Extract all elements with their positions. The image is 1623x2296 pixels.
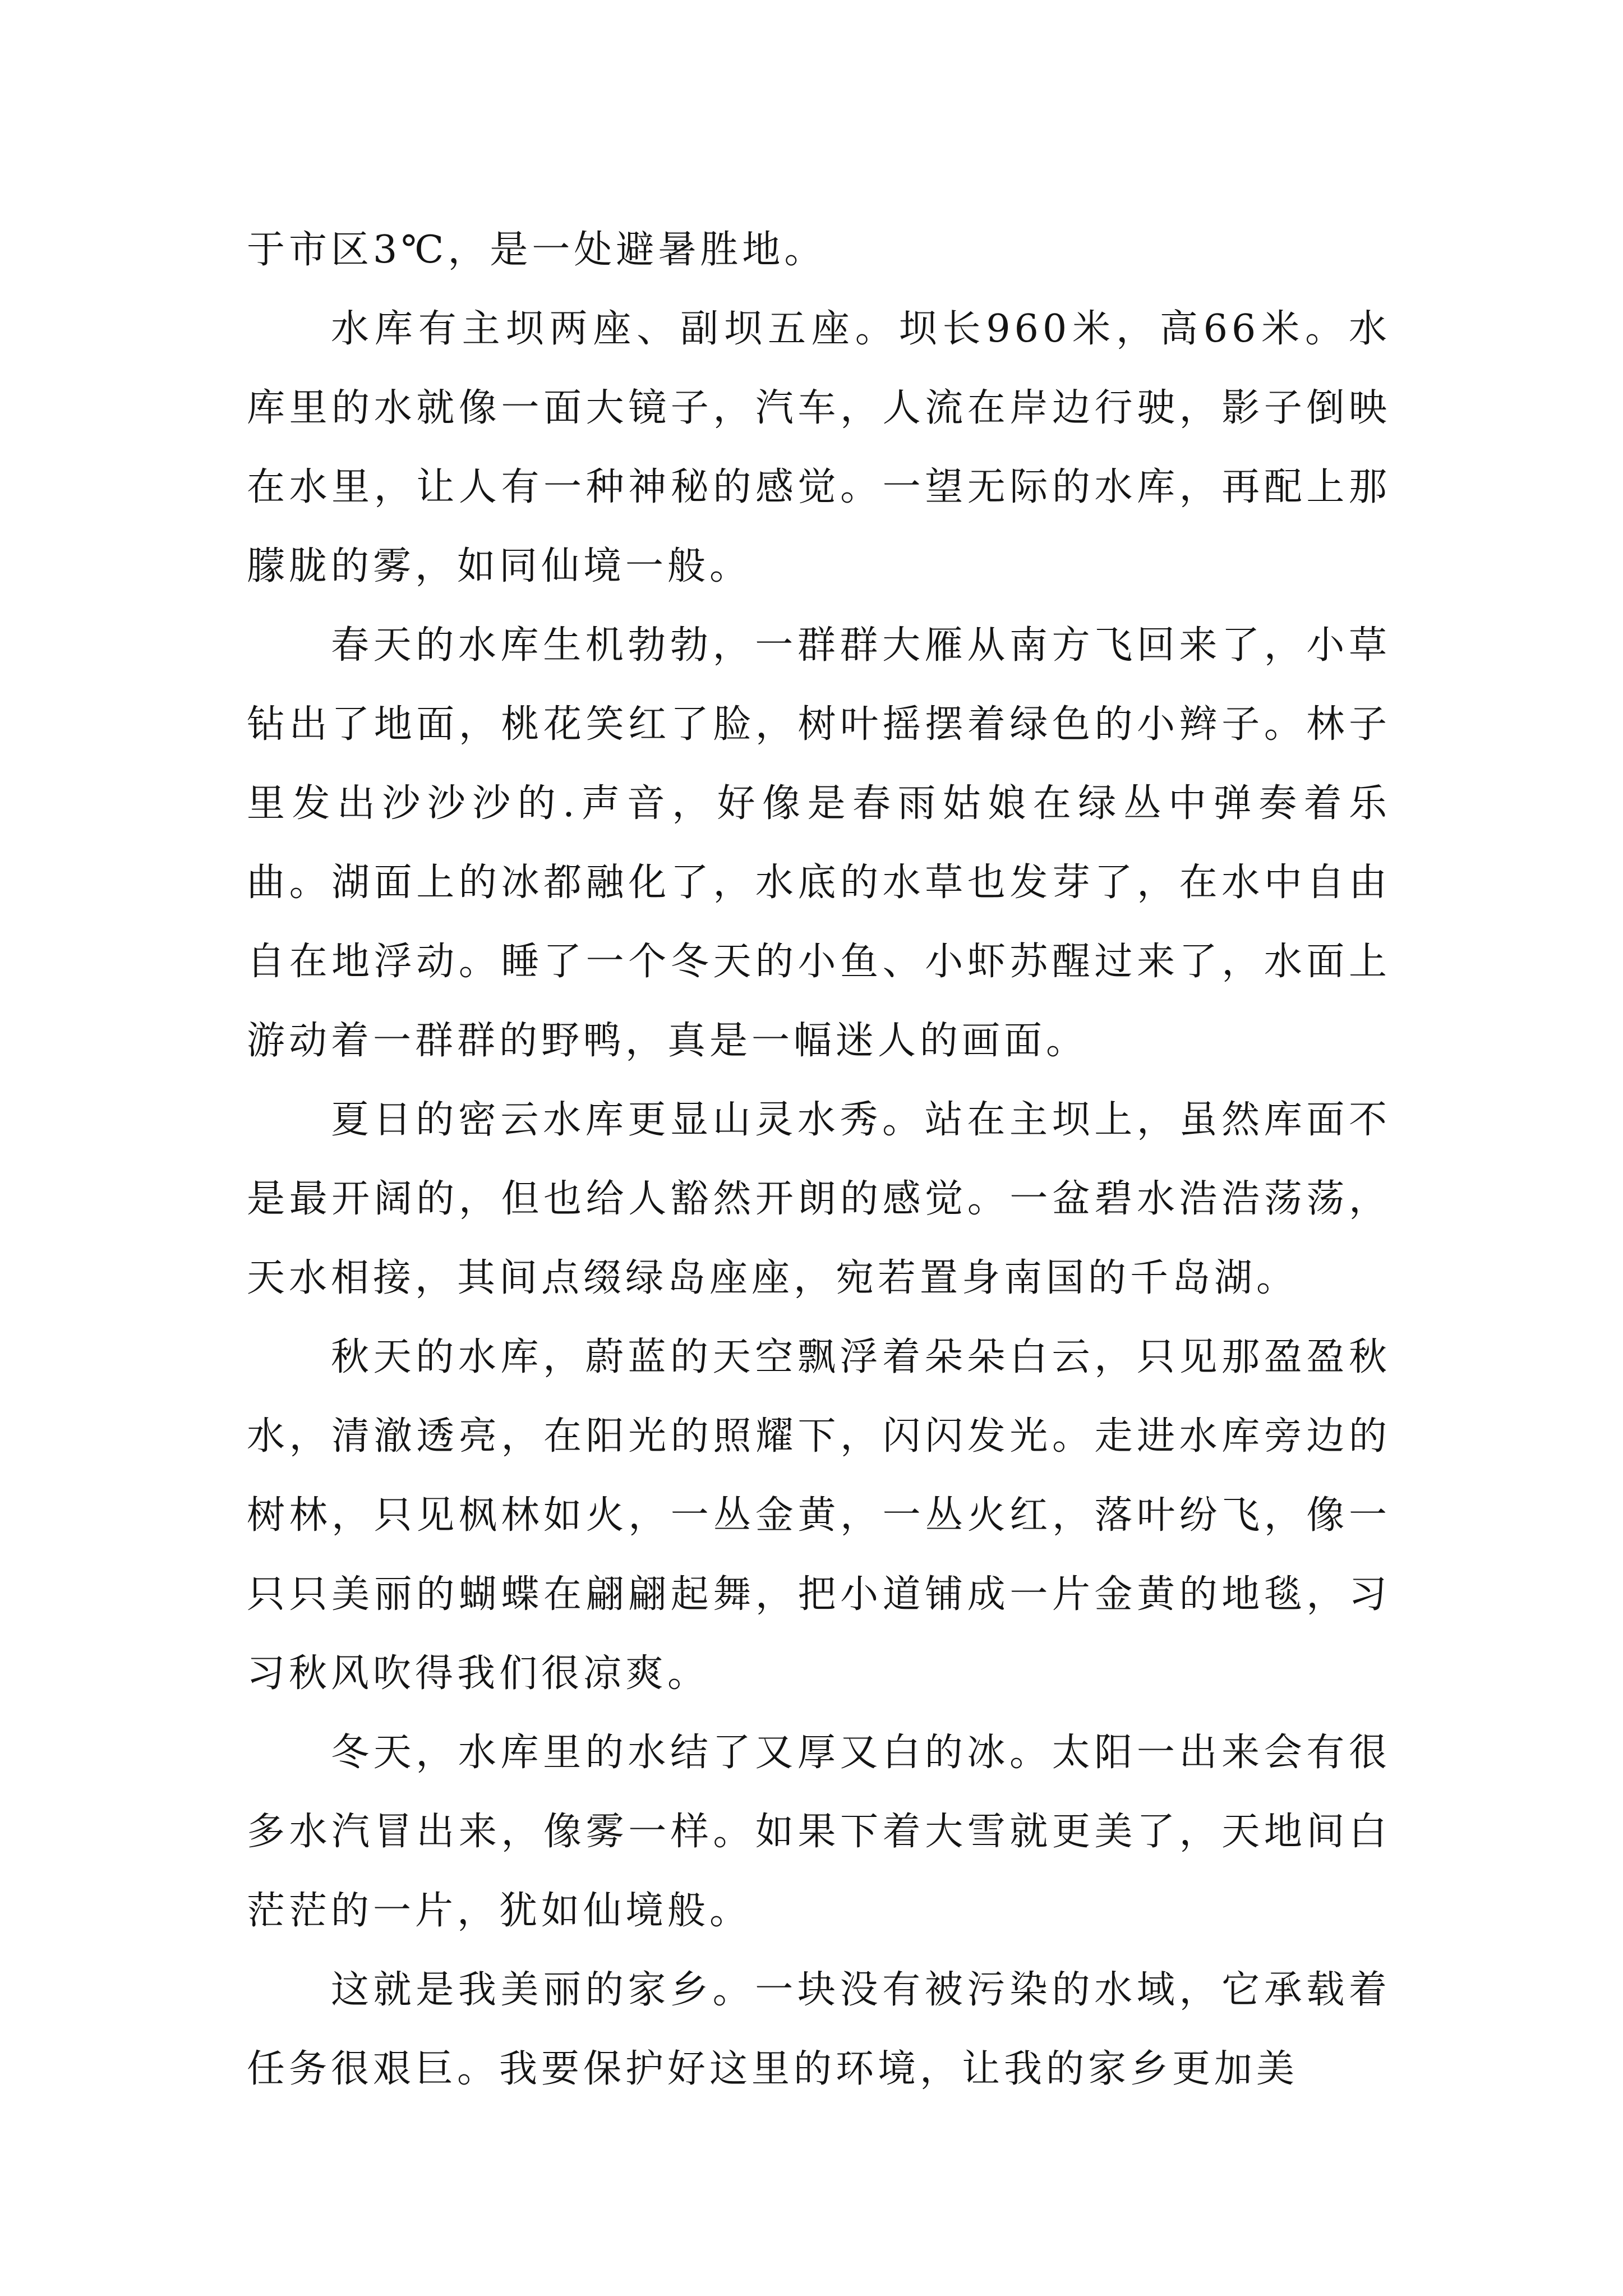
paragraph-3: 春天的水库生机勃勃，一群群大雁从南方飞回来了，小草钻出了地面，桃花笑红了脸，树叶摇摆着绿色的小辫子。林子里发出沙沙沙的.声音，好像是春雨姑娘在绿丛中弹奏着乐曲。湖面上的冰都融化了，水底的水草也发芽了，在水中自由自在地浮动。睡了一个冬天的小鱼、小虾苏醒过来了，水面上游动着一群群的野鸭，真是一幅迷人的画面。 (247, 623, 1391, 1063)
paragraph-5: 秋天的水库，蔚蓝的天空飘浮着朵朵白云，只见那盈盈秋水，清澈透亮，在阳光的照耀下，闪闪发光。走进水库旁边的树林，只见枫林如火，一丛金黄，一丛火红，落叶纷飞，像一只只美丽的蝴蝶在翩翩起舞，把小道铺成一片金黄的地毯，习习秋风吹得我们很凉爽。 (247, 1335, 1391, 1696)
paragraph-4: 夏日的密云水库更显山灵水秀。站在主坝上，虽然库面不是最开阔的，但也给人豁然开朗的感觉。一盆碧水浩浩荡荡，天水相接，其间点缀绿岛座座，宛若置身南国的千岛湖。 (247, 1098, 1391, 1300)
paragraph-7: 这就是我美丽的家乡。一块没有被污染的水域，它承载着任务很艰巨。我要保护好这里的环境，让我的家乡更加美 (247, 1968, 1391, 2091)
paragraph-2: 水库有主坝两座、副坝五座。坝长960米，高66米。水库里的水就像一面大镜子，汽车，人流在岸边行驶，影子倒映在水里，让人有一种神秘的感觉。一望无际的水库，再配上那朦胧的雾，如同仙境一般。 (247, 307, 1391, 588)
paragraph-6: 冬天，水库里的水结了又厚又白的冰。太阳一出来会有很多水汽冒出来，像雾一样。如果下着大雪就更美了，天地间白茫茫的一片，犹如仙境般。 (247, 1731, 1391, 1933)
paragraph-1: 于市区3℃，是一处避暑胜地。 (247, 228, 827, 272)
body-text (247, 210, 1391, 2109)
